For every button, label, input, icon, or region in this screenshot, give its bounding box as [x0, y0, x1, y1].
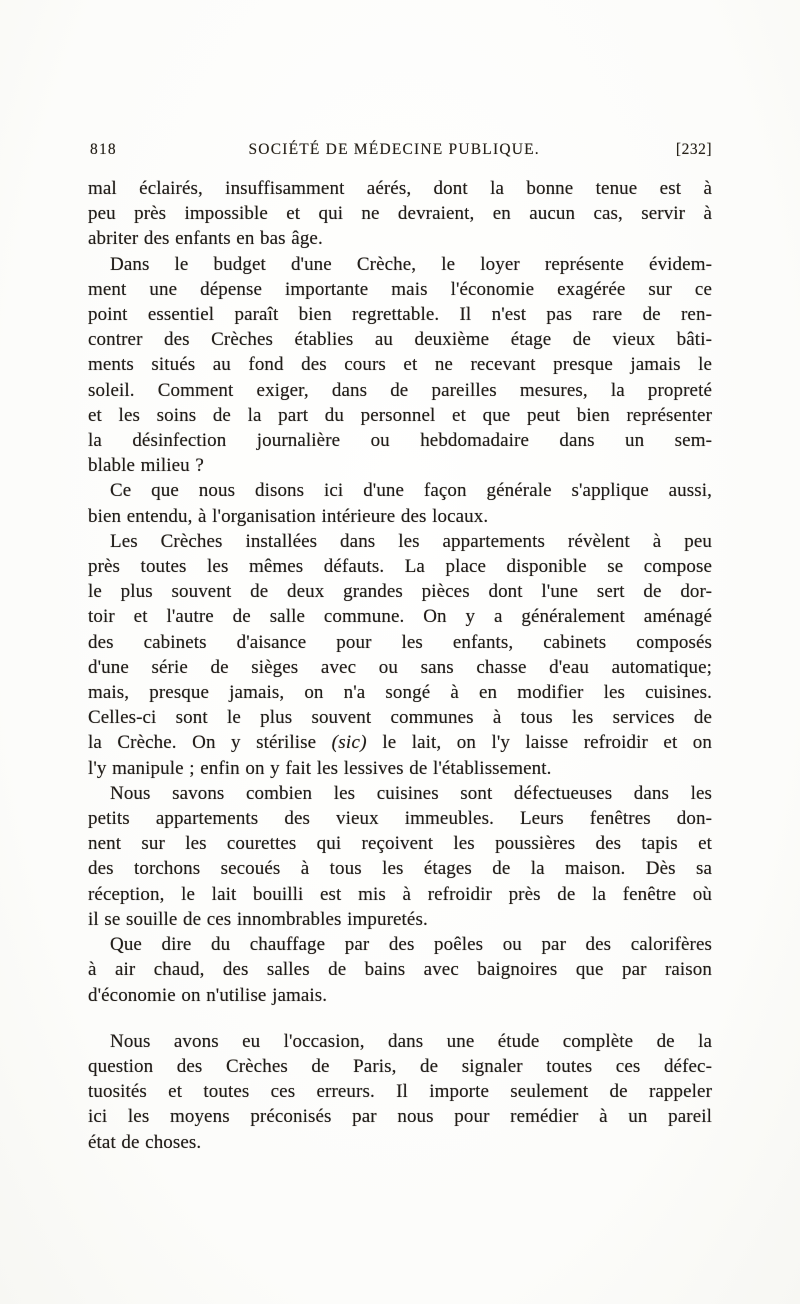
text-line: Celles-ci sont le plus souvent communes à tous les services de	[88, 707, 712, 729]
text-line: des torchons secoués à tous les étages de la maison. Dès sa	[88, 858, 712, 880]
paragraph	[88, 478, 712, 528]
page-body	[88, 176, 712, 1155]
text-line: ments situés au fond des cours et ne recevant presque jamais le	[88, 354, 712, 376]
text-segment: la Crèche. On y stérilise	[88, 732, 332, 754]
text-line: point essentiel paraît bien regrettable. Il n'est pas rare de ren-	[88, 304, 712, 326]
text-line: Dans le budget d'une Crèche, le loyer représente évidem-	[110, 253, 712, 275]
text-line: Ce que nous disons ici d'une façon générale s'applique aussi,	[110, 480, 712, 502]
text-line: peu près impossible et qui ne devraient, en aucun cas, servir à	[88, 203, 712, 225]
text-line: la désinfection journalière ou hebdomadaire dans un sem-	[88, 430, 712, 452]
text-line: d'une série de sièges avec ou sans chasse d'eau automatique;	[88, 656, 712, 678]
text-line: des cabinets d'aisance pour les enfants, cabinets composés	[88, 631, 712, 653]
text-line: contrer des Crèches établies au deuxième étage de vieux bâti-	[88, 329, 712, 351]
text-line: près toutes les mêmes défauts. La place disponible se compose	[88, 556, 712, 578]
text-line: abriter des enfants en bas âge.	[88, 228, 323, 250]
text-line: Que dire du chauffage par des poêles ou par des calorifères	[110, 934, 712, 956]
paragraph	[88, 1029, 712, 1155]
text-segment: le lait, on l'y laisse refroidir et on	[366, 732, 713, 754]
paragraph	[88, 252, 712, 479]
paragraph	[88, 176, 712, 252]
text-line: mais, presque jamais, on n'a songé à en modifier les cuisines.	[88, 682, 712, 704]
text-line: à air chaud, des salles de bains avec baignoires que par raison	[88, 959, 712, 981]
running-title: SOCIÉTÉ DE MÉDECINE PUBLIQUE.	[248, 141, 540, 158]
text-line	[88, 730, 712, 755]
text-line: et les soins de la part du personnel et que peut bien représenter	[88, 404, 712, 426]
text-line: Nous savons combien les cuisines sont défectueuses dans les	[110, 782, 712, 804]
text-line: tuosités et toutes ces erreurs. Il importe seulement de rappeler	[88, 1081, 712, 1103]
text-line: état de choses.	[88, 1131, 202, 1153]
text-line: mal éclairés, insuffisamment aérés, dont la bonne tenue est à	[88, 178, 712, 199]
text-line: bien entendu, à l'organisation intérieure des locaux.	[88, 505, 489, 527]
paragraph	[88, 529, 712, 781]
paragraph	[88, 781, 712, 932]
text-line: toir et l'autre de salle commune. On y a généralement aménagé	[88, 606, 712, 628]
column-reference: [232]	[675, 141, 712, 158]
text-line: il se souille de ces innombrables impuretés.	[88, 908, 428, 930]
running-header	[88, 141, 712, 161]
text-line: le plus souvent de deux grandes pièces dont l'une sert de dor-	[88, 581, 712, 603]
italic-text: (sic)	[331, 732, 367, 754]
page-number: 818	[90, 141, 117, 158]
paragraph	[88, 932, 712, 1008]
text-line: petits appartements des vieux immeubles. Leurs fenêtres don-	[88, 808, 712, 830]
text-line: soleil. Comment exiger, dans de pareilles mesures, la propreté	[88, 379, 712, 401]
text-line: d'économie on n'utilise jamais.	[88, 984, 328, 1006]
text-line: réception, le lait bouilli est mis à refroidir près de la fenêtre où	[88, 883, 712, 905]
text-line: ici les moyens préconisés par nous pour remédier à un pareil	[88, 1106, 712, 1128]
text-line: l'y manipule ; enfin on y fait les lessives de l'établissement.	[88, 757, 552, 779]
text-line: Nous avons eu l'occasion, dans une étude complète de la	[110, 1030, 712, 1052]
text-line: ment une dépense importante mais l'économie exagérée sur ce	[88, 278, 712, 300]
text-block	[88, 141, 712, 1155]
text-line: blable milieu ?	[88, 455, 204, 477]
text-line: Les Crèches installées dans les appartements révèlent à peu	[110, 530, 712, 552]
text-line: question des Crèches de Paris, de signaler toutes ces défec-	[88, 1055, 712, 1077]
text-line: nent sur les courettes qui reçoivent les poussières des tapis et	[88, 833, 712, 855]
